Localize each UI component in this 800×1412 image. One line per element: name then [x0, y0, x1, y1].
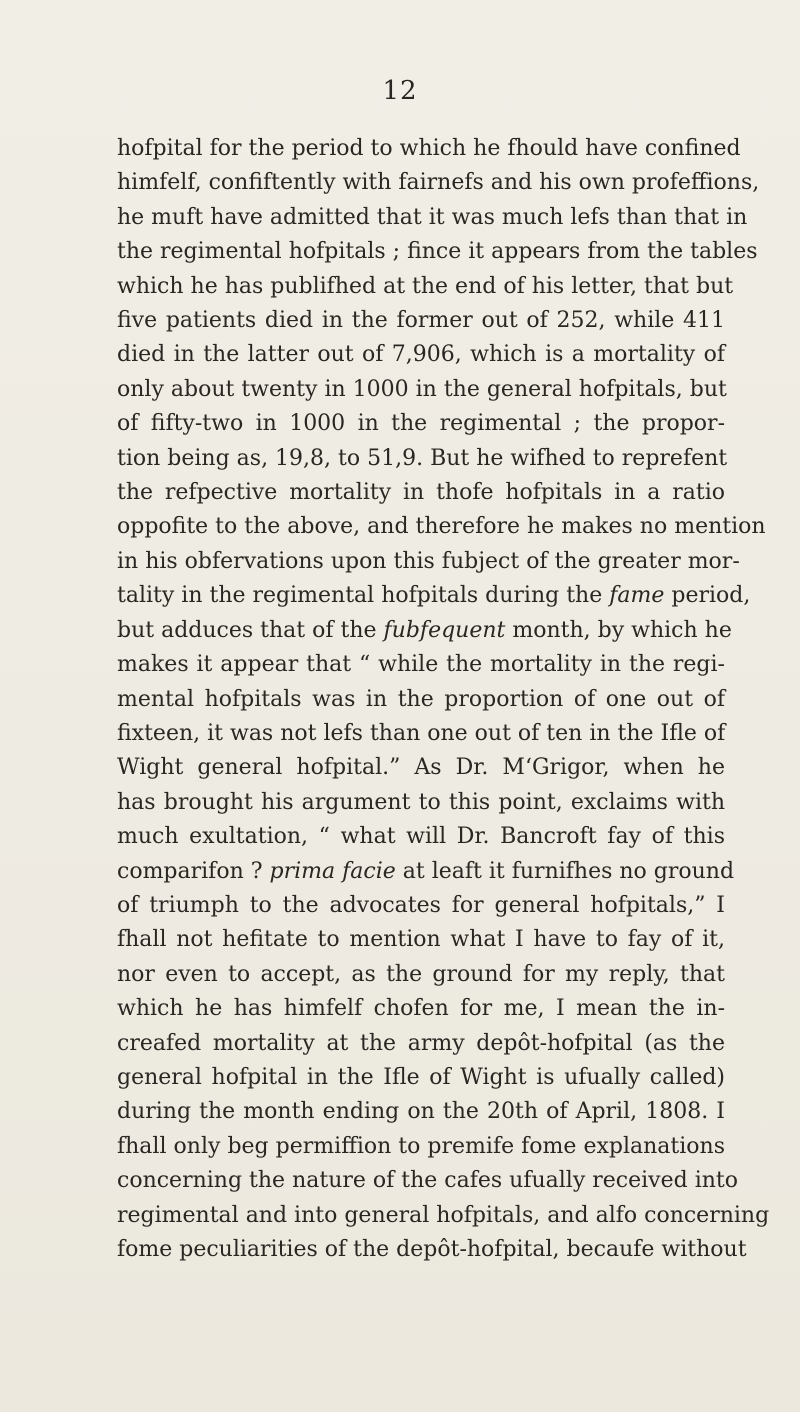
text-line — [117, 648, 725, 682]
text-line — [117, 579, 751, 613]
text-segment: period, — [664, 583, 751, 609]
text-line — [117, 1095, 725, 1129]
text-segment: regimental and into general hofpitals, and alfo concerning — [117, 1202, 770, 1228]
text-segment: has brought his argument to this point, exclaims with — [117, 789, 725, 815]
italic-text-segment: prima facie — [269, 858, 396, 884]
italic-text-segment: fame — [609, 583, 665, 609]
text-segment: comparifon ? — [117, 858, 270, 884]
text-segment: died in the latter out of 7,906, which is a mortality of — [117, 342, 725, 368]
text-line — [117, 442, 728, 476]
text-line — [117, 407, 725, 441]
text-segment: he muft have admitted that it was much lefs than that in — [117, 204, 748, 230]
text-segment: general hofpital in the Ifle of Wight is ufually called) — [117, 1064, 725, 1090]
text-segment: concerning the nature of the cafes ufually received into — [117, 1168, 738, 1194]
text-segment: which he has publifhed at the end of his letter, that but — [117, 273, 734, 299]
text-line — [117, 132, 741, 166]
text-line — [117, 923, 725, 957]
text-segment: much exultation, “ what will Dr. Bancroft fay of this — [117, 824, 725, 850]
text-line — [117, 1061, 725, 1095]
text-segment: of triumph to the advocates for general hofpitals,” I — [117, 892, 725, 918]
text-segment: fixteen, it was not lefs than one out of ten in the Ifle of — [117, 720, 726, 746]
text-line — [117, 958, 725, 992]
italic-text-segment: fubfequent — [383, 617, 506, 643]
text-segment: at leaft it furnifhes no ground — [395, 858, 735, 884]
text-segment: mental hofpitals was in the proportion of one out of — [117, 686, 725, 712]
text-segment: month, by which he — [505, 617, 732, 643]
text-segment: makes it appear that “ while the mortality in the regi- — [117, 652, 725, 678]
text-segment: only about twenty in 1000 in the general hofpitals, but — [117, 376, 727, 402]
text-line — [117, 166, 760, 200]
text-line — [117, 476, 725, 510]
text-segment: during the month ending on the 20th of April, 1808. I — [117, 1099, 725, 1125]
text-segment: in his obfervations upon this fubject of the greater mor- — [117, 548, 740, 574]
text-line — [117, 1130, 725, 1164]
text-segment: tion being as, 19,8, to 51,9. But he wifhed to reprefent — [117, 445, 728, 471]
text-segment: fhall not hefitate to mention what I have to fay of it, — [117, 927, 725, 953]
text-line — [117, 1233, 747, 1267]
text-line — [117, 270, 734, 304]
text-line — [117, 1199, 770, 1233]
text-segment: fome peculiarities of the depôt-hofpital, becaufe without — [117, 1237, 747, 1262]
text-line — [117, 614, 732, 648]
text-segment: Wight general hofpital.” As Dr. M‘Grigor, when he — [117, 755, 725, 781]
text-line — [117, 786, 725, 820]
text-line — [117, 683, 725, 717]
text-line — [117, 201, 748, 235]
page-number: 12 — [382, 76, 418, 106]
text-segment: of fifty-two in 1000 in the regimental ; the propor- — [117, 411, 725, 437]
text-segment: which he has himfelf chofen for me, I mean the in- — [117, 996, 725, 1022]
text-line — [117, 889, 725, 923]
text-line — [117, 545, 740, 579]
text-segment: tality in the regimental hofpitals during the — [117, 583, 610, 609]
text-line — [117, 304, 725, 338]
text-line — [117, 235, 758, 269]
text-segment: but adduces that of the — [117, 617, 384, 643]
text-segment: the refpective mortality in thofe hofpitals in a ratio — [117, 480, 725, 506]
body-text — [117, 132, 770, 1267]
text-segment: five patients died in the former out of 252, while 411 — [117, 308, 725, 334]
text-segment: himfelf, confiftently with fairnefs and his own profeffions, — [117, 170, 760, 196]
text-segment: nor even to accept, as the ground for my reply, that — [117, 961, 725, 987]
text-segment: fhall only beg permiffion to premife fome explanations — [117, 1133, 725, 1159]
text-line — [117, 338, 725, 372]
text-segment: hofpital for the period to which he fhould have confined — [117, 136, 741, 161]
text-line — [117, 717, 725, 751]
text-line — [117, 855, 735, 889]
text-line — [117, 820, 725, 854]
text-line — [117, 992, 725, 1026]
text-line — [117, 1164, 738, 1198]
text-segment: creafed mortality at the army depôt-hofpital (as the — [117, 1030, 725, 1056]
text-line — [117, 510, 766, 544]
text-line — [117, 373, 725, 407]
text-line — [117, 751, 725, 785]
text-segment: the regimental hofpitals ; fince it appears from the tables — [117, 239, 758, 265]
text-line — [117, 1027, 725, 1061]
text-segment: oppofite to the above, and therefore he makes no mention — [117, 514, 766, 540]
